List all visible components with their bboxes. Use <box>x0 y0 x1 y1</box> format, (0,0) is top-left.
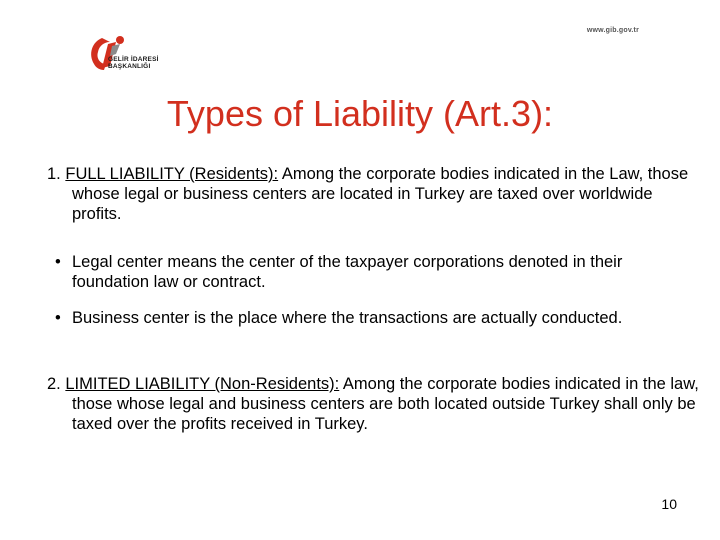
gib-logo <box>86 34 170 90</box>
full-liability-number: 1. <box>47 165 61 183</box>
bullet-icon: • <box>55 309 61 327</box>
bullet-icon: • <box>55 253 61 271</box>
page-number: 10 <box>661 496 677 512</box>
bullet-text: Business center is the place where the transactions are actually conducted. <box>72 309 623 327</box>
limited-liability-paragraph <box>47 374 702 434</box>
logo-text <box>108 56 159 70</box>
bullet-text: Legal center means the center of the taxpayer corporations denoted in their foundation law or contract. <box>72 253 623 291</box>
slide-title: Types of Liability (Art.3): <box>166 93 554 134</box>
bullet-item-legal-center <box>47 252 702 292</box>
logo-text-line2: BAŞKANLIĞI <box>108 63 151 70</box>
limited-liability-number: 2. <box>47 375 61 393</box>
full-liability-paragraph <box>47 164 702 224</box>
full-liability-text: Among the corporate bodies indicated in the Law, those whose legal or business centers are located in Turkey are taxed over worldwide profits. <box>72 165 689 223</box>
full-liability-heading: FULL LIABILITY (Residents): <box>65 165 279 183</box>
bullet-item-business-center <box>47 308 702 328</box>
website-url: www.gib.gov.tr <box>586 27 639 34</box>
limited-liability-text: Among the corporate bodies indicated in the law, those whose legal and business centers are both located outside Turkey shall only be taxed over the profits received in Turkey. <box>72 375 699 433</box>
logo-text-line1: GELİR İDARESİ <box>108 56 159 63</box>
limited-liability-heading: LIMITED LIABILITY (Non-Residents): <box>65 375 340 393</box>
